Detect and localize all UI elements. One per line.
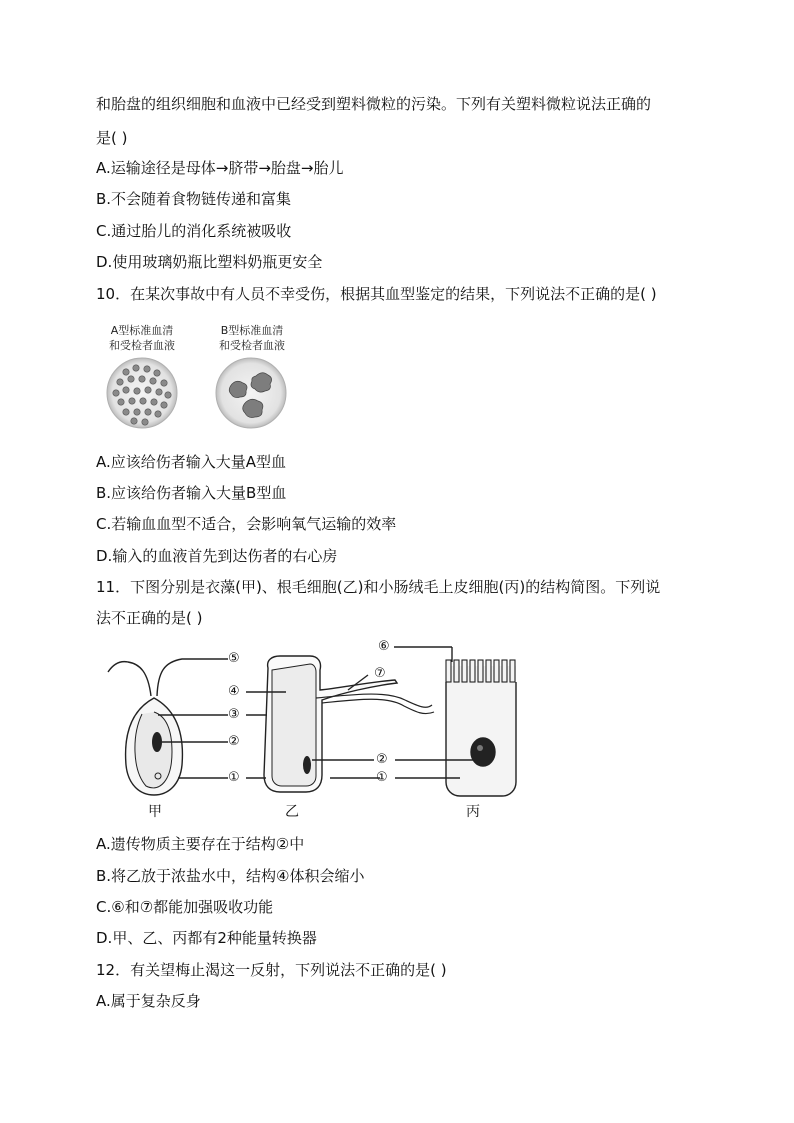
q11-option-c[interactable]: C.⑥和⑦都能加强吸收功能 xyxy=(96,898,274,916)
q10-caption-a-line2: 和受检者血液 xyxy=(109,339,175,352)
bing-label-6: ⑥ xyxy=(378,639,390,654)
jia-label-4: ④ xyxy=(228,684,240,699)
jia-label-5: ⑤ xyxy=(228,651,240,666)
name-yi: 乙 xyxy=(285,804,299,820)
yi-label-2: ② xyxy=(376,752,388,767)
q10-stem: 10．在某次事故中有人员不幸受伤，根据其血型鉴定的结果，下列说法不正确的是( ) xyxy=(96,285,657,303)
q11-option-d[interactable]: D.甲、乙、丙都有2种能量转换器 xyxy=(96,929,317,947)
q10-caption-a-line1: A型标准血清 xyxy=(110,324,174,337)
name-jia: 甲 xyxy=(148,804,162,820)
q11-option-b[interactable]: B.将乙放于浓盐水中，结构④体积会缩小 xyxy=(96,867,365,885)
q10-option-b[interactable]: B.应该给伤者输入大量B型血 xyxy=(96,484,287,502)
name-bing: 丙 xyxy=(466,804,480,820)
q10-caption-b-line1: B型标准血清 xyxy=(220,324,284,337)
plate-b-agglutinated xyxy=(216,358,286,428)
q9-option-c[interactable]: C.通过胎儿的消化系统被吸收 xyxy=(96,222,292,240)
yi-label-1: ① xyxy=(376,770,388,785)
intro-line-1: 和胎盘的组织细胞和血液中已经受到塑料微粒的污染。下列有关塑料微粒说法正确的 xyxy=(96,95,652,113)
q9-option-d[interactable]: D.使用玻璃奶瓶比塑料奶瓶更安全 xyxy=(96,253,323,271)
cell-bing-villus-epithelium xyxy=(394,647,516,796)
jia-label-1: ① xyxy=(228,770,240,785)
jia-label-3: ③ xyxy=(228,707,240,722)
q10-option-d[interactable]: D.输入的血液首先到达伤者的右心房 xyxy=(96,547,338,565)
cell-yi-root-hair xyxy=(246,656,434,792)
cell-jia-chlamydomonas xyxy=(108,659,228,795)
q11-stem-line-2: 法不正确的是( ) xyxy=(96,609,203,627)
q11-stem-line-1: 11．下图分别是衣藻(甲)、根毛细胞(乙)和小肠绒毛上皮细胞(丙)的结构简图。下列说 xyxy=(96,578,661,596)
q10-option-c[interactable]: C.若输血血型不适合，会影响氧气运输的效率 xyxy=(96,515,397,533)
q12-stem: 12．有关望梅止渴这一反射，下列说法不正确的是( ) xyxy=(96,961,447,979)
q11-option-a[interactable]: A.遗传物质主要存在于结构②中 xyxy=(96,835,305,853)
q10-option-a[interactable]: A.应该给伤者输入大量A型血 xyxy=(96,453,287,471)
q9-option-a[interactable]: A.运输途径是母体→脐带→胎盘→胎儿 xyxy=(96,159,344,177)
q10-caption-b-line2: 和受检者血液 xyxy=(219,339,285,352)
yi-label-7: ⑦ xyxy=(374,666,386,681)
q12-option-a[interactable]: A.属于复杂反身 xyxy=(96,992,201,1010)
intro-line-2: 是( ) xyxy=(96,129,128,147)
plate-a-dispersed xyxy=(107,358,177,428)
q9-option-b[interactable]: B.不会随着食物链传递和富集 xyxy=(96,190,292,208)
jia-label-2: ② xyxy=(228,734,240,749)
